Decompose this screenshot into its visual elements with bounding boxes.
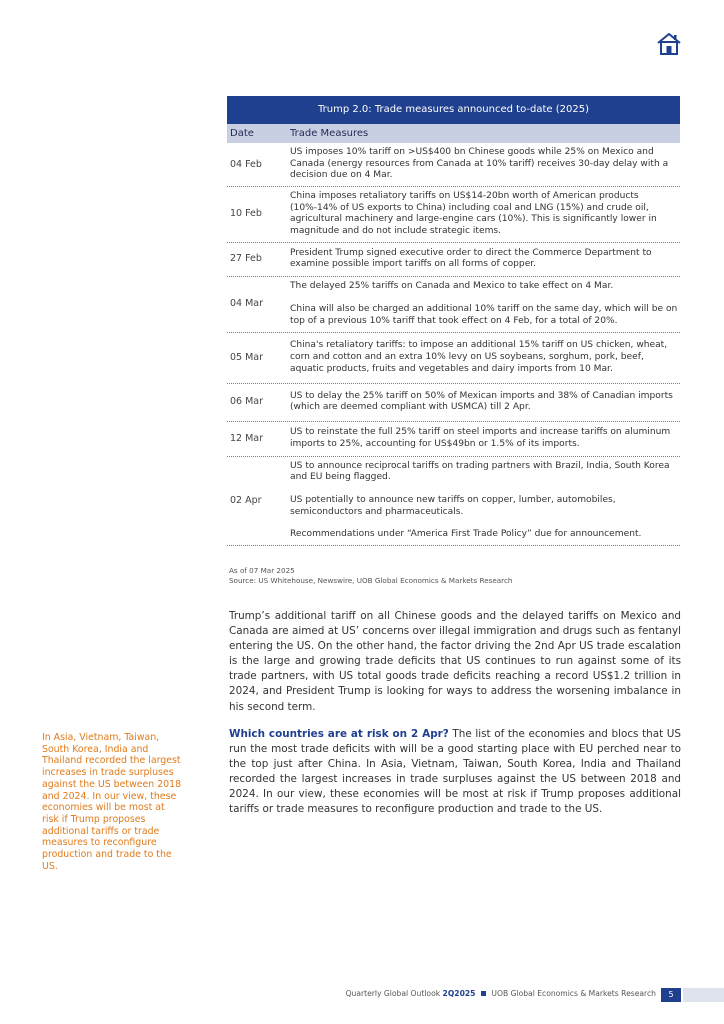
row-measures <box>290 187 680 241</box>
measure-text: US to delay the 25% tariff on 50% of Mexican imports and 38% of Canadian imports (which are deemed compliant with USMCA) till 2 Apr. <box>290 390 673 413</box>
footer <box>0 988 724 1002</box>
measure-text: US to announce reciprocal tariffs on trading partners with Brazil, India, South Korea and EU being flagged. <box>290 460 670 483</box>
measure-text: China will also be charged an additional 10% tariff on the same day, which will be on top of a previous 10% tariff that took effect on 4 Feb, for a total of 20%. <box>290 303 678 326</box>
paragraph-lead-heading: Which countries are at risk on 2 Apr? <box>229 728 449 740</box>
table-body <box>227 143 680 546</box>
footer-department: UOB Global Economics & Markets Research <box>491 989 656 998</box>
row-date: 02 Apr <box>230 494 262 506</box>
table-header-row <box>227 124 680 143</box>
footer-publication: Quarterly Global Outlook <box>345 989 441 998</box>
measure-text: Recommendations under “America First Trade Policy” due for announcement. <box>290 529 642 540</box>
measure-text: US to reinstate the full 25% tariff on steel imports and increase tariffs on aluminum imports to 25%, accounting for US$49bn or 1.5% of its imports. <box>290 427 671 449</box>
footer-edition: 2Q2025 <box>442 989 476 998</box>
paragraph-2-text: The list of the economies and blocs that US run the most trade deficits with will be a good starting place with EU perched near to the top just after China. In Asia, Vietnam, Taiwan, South Korea, India and Thailand recorded the largest increases in trade surpluses against the US between 2018 and 2024. In our view, these economies will be most at risk if Trump proposes additional tariffs or trade measures to reconfigure production and trade to the US. <box>229 728 681 816</box>
footer-bar <box>683 988 724 1002</box>
row-date: 10 Feb <box>230 208 262 220</box>
table-row <box>227 333 680 384</box>
trade-measures-table <box>227 96 680 546</box>
measure-text: US potentially to announce new tariffs on copper, lumber, automobiles, semiconductors and pharmaceuticals. <box>290 494 616 517</box>
row-measures <box>290 387 680 418</box>
table-source-note <box>229 566 513 585</box>
measure-text: China's retaliatory tariffs: to impose an additional 15% tariff on US chicken, wheat, corn and cotton and an extra 10% levy on US soybeans, sorghum, pork, beef, aquatic products, fruits and vegetables and dairy imports from 10 Mar. <box>290 340 668 374</box>
row-measures <box>290 143 680 186</box>
row-date: 12 Mar <box>230 432 264 444</box>
measure-text: China imposes retaliatory tariffs on US$14-20bn worth of American products (10%-14% of US exports to China) including coal and LNG (15%) and crude oil, agricultural machinery and large-engine cars (10%). This is significantly lower in magnitude and do not include strategic items. <box>290 191 657 236</box>
measure-text: US imposes 10% tariff on >US$400 bn Chinese goods while 25% on Mexico and Canada (energy resources from Canada at 10% tariff) receives 30-day delay with a decision due on 4 Mar. <box>290 147 669 181</box>
table-row <box>227 277 680 333</box>
measure-text: The delayed 25% tariffs on Canada and Mexico to take effect on 4 Mar. <box>290 281 614 292</box>
row-date: 04 Feb <box>230 158 262 170</box>
table-title: Trump 2.0: Trade measures announced to-date (2025) <box>227 96 680 124</box>
body-paragraph-1: Trump’s additional tariff on all Chinese goods and the delayed tariffs on Mexico and Canada are aimed at US’ concerns over illegal immigration and drugs such as fentanyl entering the US. On the other hand, the factor driving the 2nd Apr US trade escalation is the large and growing trade deficits that US continues to run against some of its trade partners, with US total goods trade deficits reaching a record US$1.2 trillion in 2024, and President Trump is looking for ways to address the worsening imbalance in his second term. <box>229 610 681 713</box>
body-paragraph-2 <box>229 727 681 818</box>
footer-separator-icon <box>481 991 486 996</box>
row-measures <box>290 457 680 545</box>
row-date: 27 Feb <box>230 253 262 265</box>
measure-text: President Trump signed executive order to direct the Commerce Department to examine possible import tariffs on all forms of copper. <box>290 247 652 270</box>
row-date: 06 Mar <box>230 396 264 408</box>
table-row <box>227 143 680 187</box>
row-measures <box>290 277 680 331</box>
page-number: 5 <box>661 988 681 1002</box>
row-measures <box>290 423 680 454</box>
footer-text <box>346 989 656 998</box>
table-row <box>227 243 680 277</box>
header-measures: Trade Measures <box>290 128 369 139</box>
table-row <box>227 187 680 243</box>
table-row <box>227 384 680 422</box>
row-measures <box>290 244 680 275</box>
source-note: Source: US Whitehouse, Newswire, UOB Global Economics & Markets Research <box>229 575 513 585</box>
as-of-note: As of 07 Mar 2025 <box>229 566 295 575</box>
header-date: Date <box>230 128 254 139</box>
row-measures <box>290 336 680 379</box>
home-icon[interactable] <box>656 31 682 57</box>
table-row <box>227 457 680 546</box>
row-date: 05 Mar <box>230 351 264 363</box>
table-row <box>227 422 680 457</box>
row-date: 04 Mar <box>230 298 264 310</box>
sidebar-callout: In Asia, Vietnam, Taiwan, South Korea, India and Thailand recorded the largest increases in trade surpluses against the US between 2018 and 2024. In our view, these economies will be most at risk if Trump proposes additional tariffs or trade measures to reconfigure production and trade to the US. <box>42 732 182 872</box>
